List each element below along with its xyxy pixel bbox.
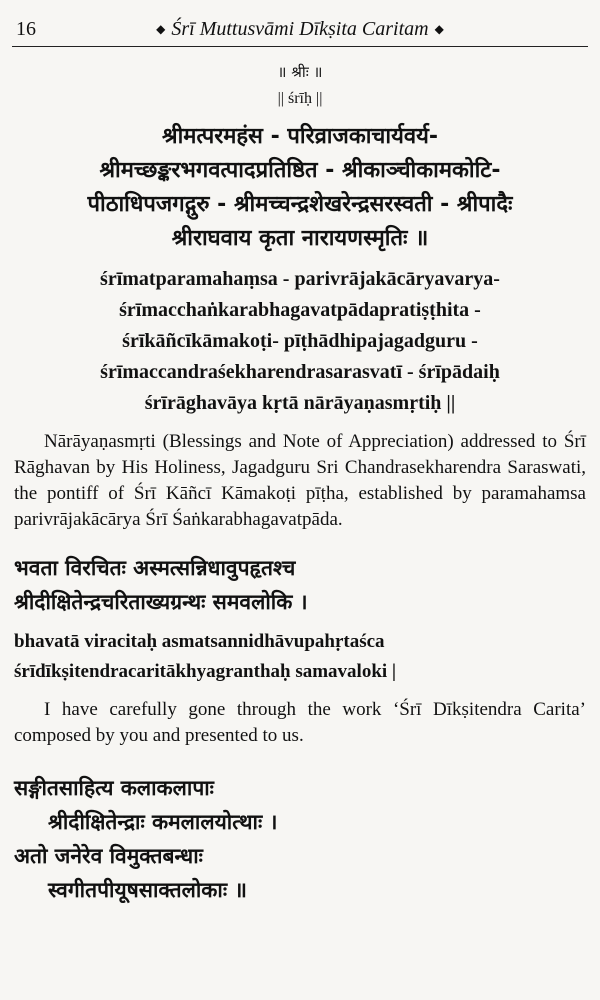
blessing-devanagari-line: श्रीमत्परमहंस - परिव्राजकाचार्यवर्य- <box>162 124 438 149</box>
verse1-transliteration-line: śrīdīkṣitendracaritākhyagranthaḥ samavaloki | <box>14 661 397 682</box>
blessing-transliteration-line: śrīmaccandraśekharendrasarasvatī - śrīpādaiḥ <box>100 361 500 383</box>
verse2-devanagari-line: स्वगीतपीयूषसाक्तलोकाः ॥ <box>48 878 247 902</box>
blessing-devanagari-line: श्रीमच्छङ्करभगवत्पादप्रतिष्ठित - श्रीकाञ्चीकामकोटि- <box>99 158 501 183</box>
verse1-devanagari-line: भवता विरचितः अस्मत्सन्निधावुपहृतश्च <box>14 556 296 580</box>
verse2-devanagari <box>14 771 586 907</box>
verse1-transliteration-line: bhavatā viracitaḥ asmatsannidhāvupahṛtaśca <box>14 631 385 652</box>
verse2-devanagari-line: सङ्गीतसाहित्य कलाकलापाः <box>14 776 214 800</box>
verse2-devanagari-line: श्रीदीक्षितेन्द्राः कमलालयोत्थाः । <box>48 810 278 834</box>
running-header <box>12 18 588 47</box>
verse2-devanagari-line: अतो जनेरेव विमुक्तबन्धाः <box>14 844 203 868</box>
blessing-transliteration-line: śrīmacchaṅkarabhagavatpādapratiṣṭhita - <box>119 299 481 321</box>
verse1-devanagari <box>14 551 586 619</box>
book-title: Śrī Muttusvāmi Dīkṣita Caritam <box>171 18 429 40</box>
blessing-devanagari-line: श्रीराघवाय कृता नारायणस्मृतिः ॥ <box>171 226 429 251</box>
invocation-transliteration: || śrīḥ || <box>277 90 323 107</box>
invocation-devanagari: ॥ श्रीः ॥ <box>277 63 323 81</box>
running-title <box>12 18 588 41</box>
blessing-devanagari <box>14 120 586 256</box>
diamond-ornament-icon: ◆ <box>434 22 444 36</box>
page-body <box>14 58 586 907</box>
blessing-transliteration-line: śrīkāñcīkāmakoṭi- pīṭhādhipajagadguru - <box>122 330 478 352</box>
translation-paragraph: I have carefully gone through the work ‘Śrī Dīkṣitendra Carita’ composed by you and presented to us. <box>14 699 586 746</box>
verse1-devanagari-line: श्रीदीक्षितेन्द्रचरिताख्यग्रन्थः समवलोकि । <box>14 590 308 614</box>
note-paragraph: Nārāyaṇasmṛti (Blessings and Note of Appreciation) addressed to Śrī Rāghavan by His Holiness, Jagadguru Sri Chandrasekharendra Saraswati, the pontiff of Śrī Kāñcī Kāmakoṭi pīṭha, established by paramahamsa parivrājakācārya Śrī Śaṅkarabhagavatpāda. <box>14 431 586 530</box>
verse1-transliteration <box>14 627 586 687</box>
diamond-ornament-icon: ◆ <box>156 22 166 36</box>
blessing-devanagari-line: पीठाधिपजगद्गुरु - श्रीमच्चन्द्रशेखरेन्द्रसरस्वती - श्रीपादैः <box>87 192 513 217</box>
blessing-transliteration-line: śrīrāghavāya kṛtā nārāyaṇasmṛtiḥ || <box>144 392 456 414</box>
blessing-transliteration <box>14 264 586 419</box>
page-number: 16 <box>16 18 36 40</box>
blessing-transliteration-line: śrīmatparamahaṃsa - parivrājakācāryavarya- <box>100 268 500 290</box>
